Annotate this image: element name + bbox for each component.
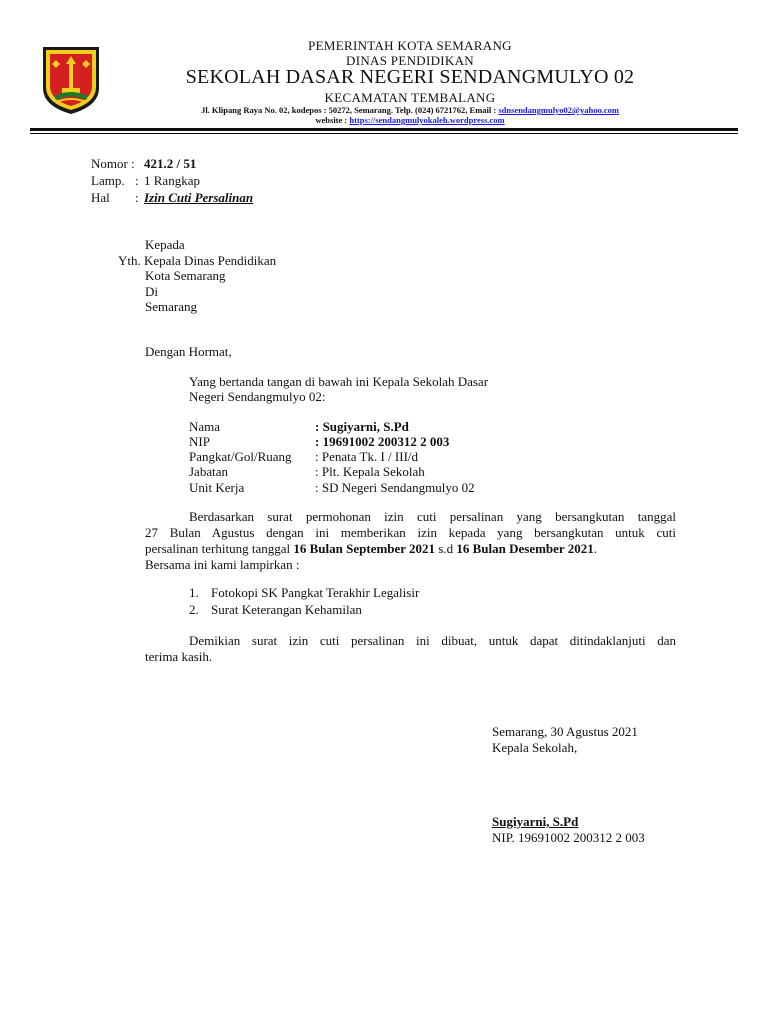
- field-value-nip: : 19691002 200312 2 003: [315, 434, 450, 449]
- recipient-yth: Yth. Kepala Dinas Pendidikan: [118, 253, 277, 268]
- attachment-1-text: Fotokopi SK Pangkat Terakhir Legalisir: [211, 585, 420, 600]
- paragraph-line-3: [145, 541, 676, 557]
- recipient-kota: Kota Semarang: [145, 268, 226, 283]
- kop-department: DINAS PENDIDIKAN: [346, 53, 474, 68]
- field-label-pangkat: Pangkat/Gol/Ruang: [189, 449, 292, 464]
- hal-value: Izin Cuti Persalinan: [144, 190, 254, 205]
- paragraph-line-3-text: persalinan terhitung tanggal: [145, 541, 294, 556]
- field-value-nama: : Sugiyarni, S.Pd: [315, 419, 409, 434]
- closing-paragraph: [145, 633, 676, 665]
- email-link[interactable]: sdnsendangmulyo02@yahoo.com: [498, 105, 619, 115]
- field-label-nama: Nama: [189, 419, 221, 434]
- attachment-2-number: 2.: [189, 602, 199, 617]
- permission-paragraph: [145, 509, 676, 573]
- period-text: .: [593, 541, 597, 556]
- intro-line-2: Negeri Sendangmulyo 02:: [189, 389, 326, 404]
- attachment-2-text: Surat Keterangan Kehamilan: [211, 602, 362, 617]
- signature-position: Kepala Sekolah,: [492, 740, 578, 755]
- kop-government: PEMERINTAH KOTA SEMARANG: [308, 38, 512, 53]
- lamp-value: 1 Rangkap: [144, 173, 200, 188]
- website-label: website :: [315, 115, 350, 125]
- leave-end-date: 16 Bulan Desember 2021: [456, 541, 594, 556]
- paragraph-line-2: 27 Bulan Agustus dengan ini memberikan izin kepada yang bersangkutan untuk cuti: [145, 525, 676, 540]
- sd-text: s.d: [435, 541, 457, 556]
- leave-start-date: 16 Bulan September 2021: [293, 541, 436, 556]
- paragraph-line-1: Berdasarkan surat permohonan izin cuti persalinan yang bersangkutan tanggal: [189, 509, 676, 524]
- kop-address: [110, 105, 710, 115]
- website-link[interactable]: https://sendangmulyokaleh.wordpress.com: [349, 115, 505, 125]
- city-emblem-logo: [40, 44, 102, 116]
- intro-line-1: Yang bertanda tangan di bawah ini Kepala Sekolah Dasar: [189, 374, 489, 389]
- field-value-unit-kerja: : SD Negeri Sendangmulyo 02: [315, 480, 475, 495]
- field-label-nip: NIP: [189, 434, 210, 449]
- kop-website: [110, 115, 710, 125]
- field-label-unit-kerja: Unit Kerja: [189, 480, 245, 495]
- hal-colon: :: [135, 190, 139, 205]
- attachment-1-number: 1.: [189, 585, 199, 600]
- lamp-label: Lamp.: [91, 173, 125, 188]
- hal-label: Hal: [91, 190, 110, 205]
- field-value-jabatan: : Plt. Kepala Sekolah: [315, 464, 425, 479]
- recipient-di: Di: [145, 284, 158, 299]
- recipient-kepada: Kepada: [145, 237, 185, 252]
- paragraph-line-4: Bersama ini kami lampirkan :: [145, 557, 300, 572]
- letterhead-thick-rule: [30, 128, 738, 131]
- field-label-jabatan: Jabatan: [189, 464, 228, 479]
- signature-nip: NIP. 19691002 200312 2 003: [492, 830, 645, 845]
- signature-place-date: Semarang, 30 Agustus 2021: [492, 724, 638, 739]
- nomor-label: Nomor :: [91, 156, 135, 171]
- letterhead-thin-rule: [30, 133, 738, 134]
- closing-line-2: terima kasih.: [145, 649, 213, 664]
- nomor-value: 421.2 / 51: [144, 156, 197, 171]
- kop-district: KECAMATAN TEMBALANG: [324, 90, 496, 105]
- recipient-tempat: Semarang: [145, 299, 197, 314]
- signature-name: Sugiyarni, S.Pd: [492, 814, 579, 829]
- lamp-colon: :: [135, 173, 139, 188]
- kop-school-name: SEKOLAH DASAR NEGERI SENDANGMULYO 02: [185, 66, 635, 88]
- closing-line-1: Demikian surat izin cuti persalinan ini dibuat, untuk dapat ditindaklanjuti dan: [189, 633, 676, 648]
- address-text: Jl. Klipang Raya No. 02, kodepos : 50272, Semarang. Telp. (024) 6721762, Email :: [201, 105, 499, 115]
- field-value-pangkat: : Penata Tk. I / III/d: [315, 449, 419, 464]
- greeting: Dengan Hormat,: [145, 344, 232, 359]
